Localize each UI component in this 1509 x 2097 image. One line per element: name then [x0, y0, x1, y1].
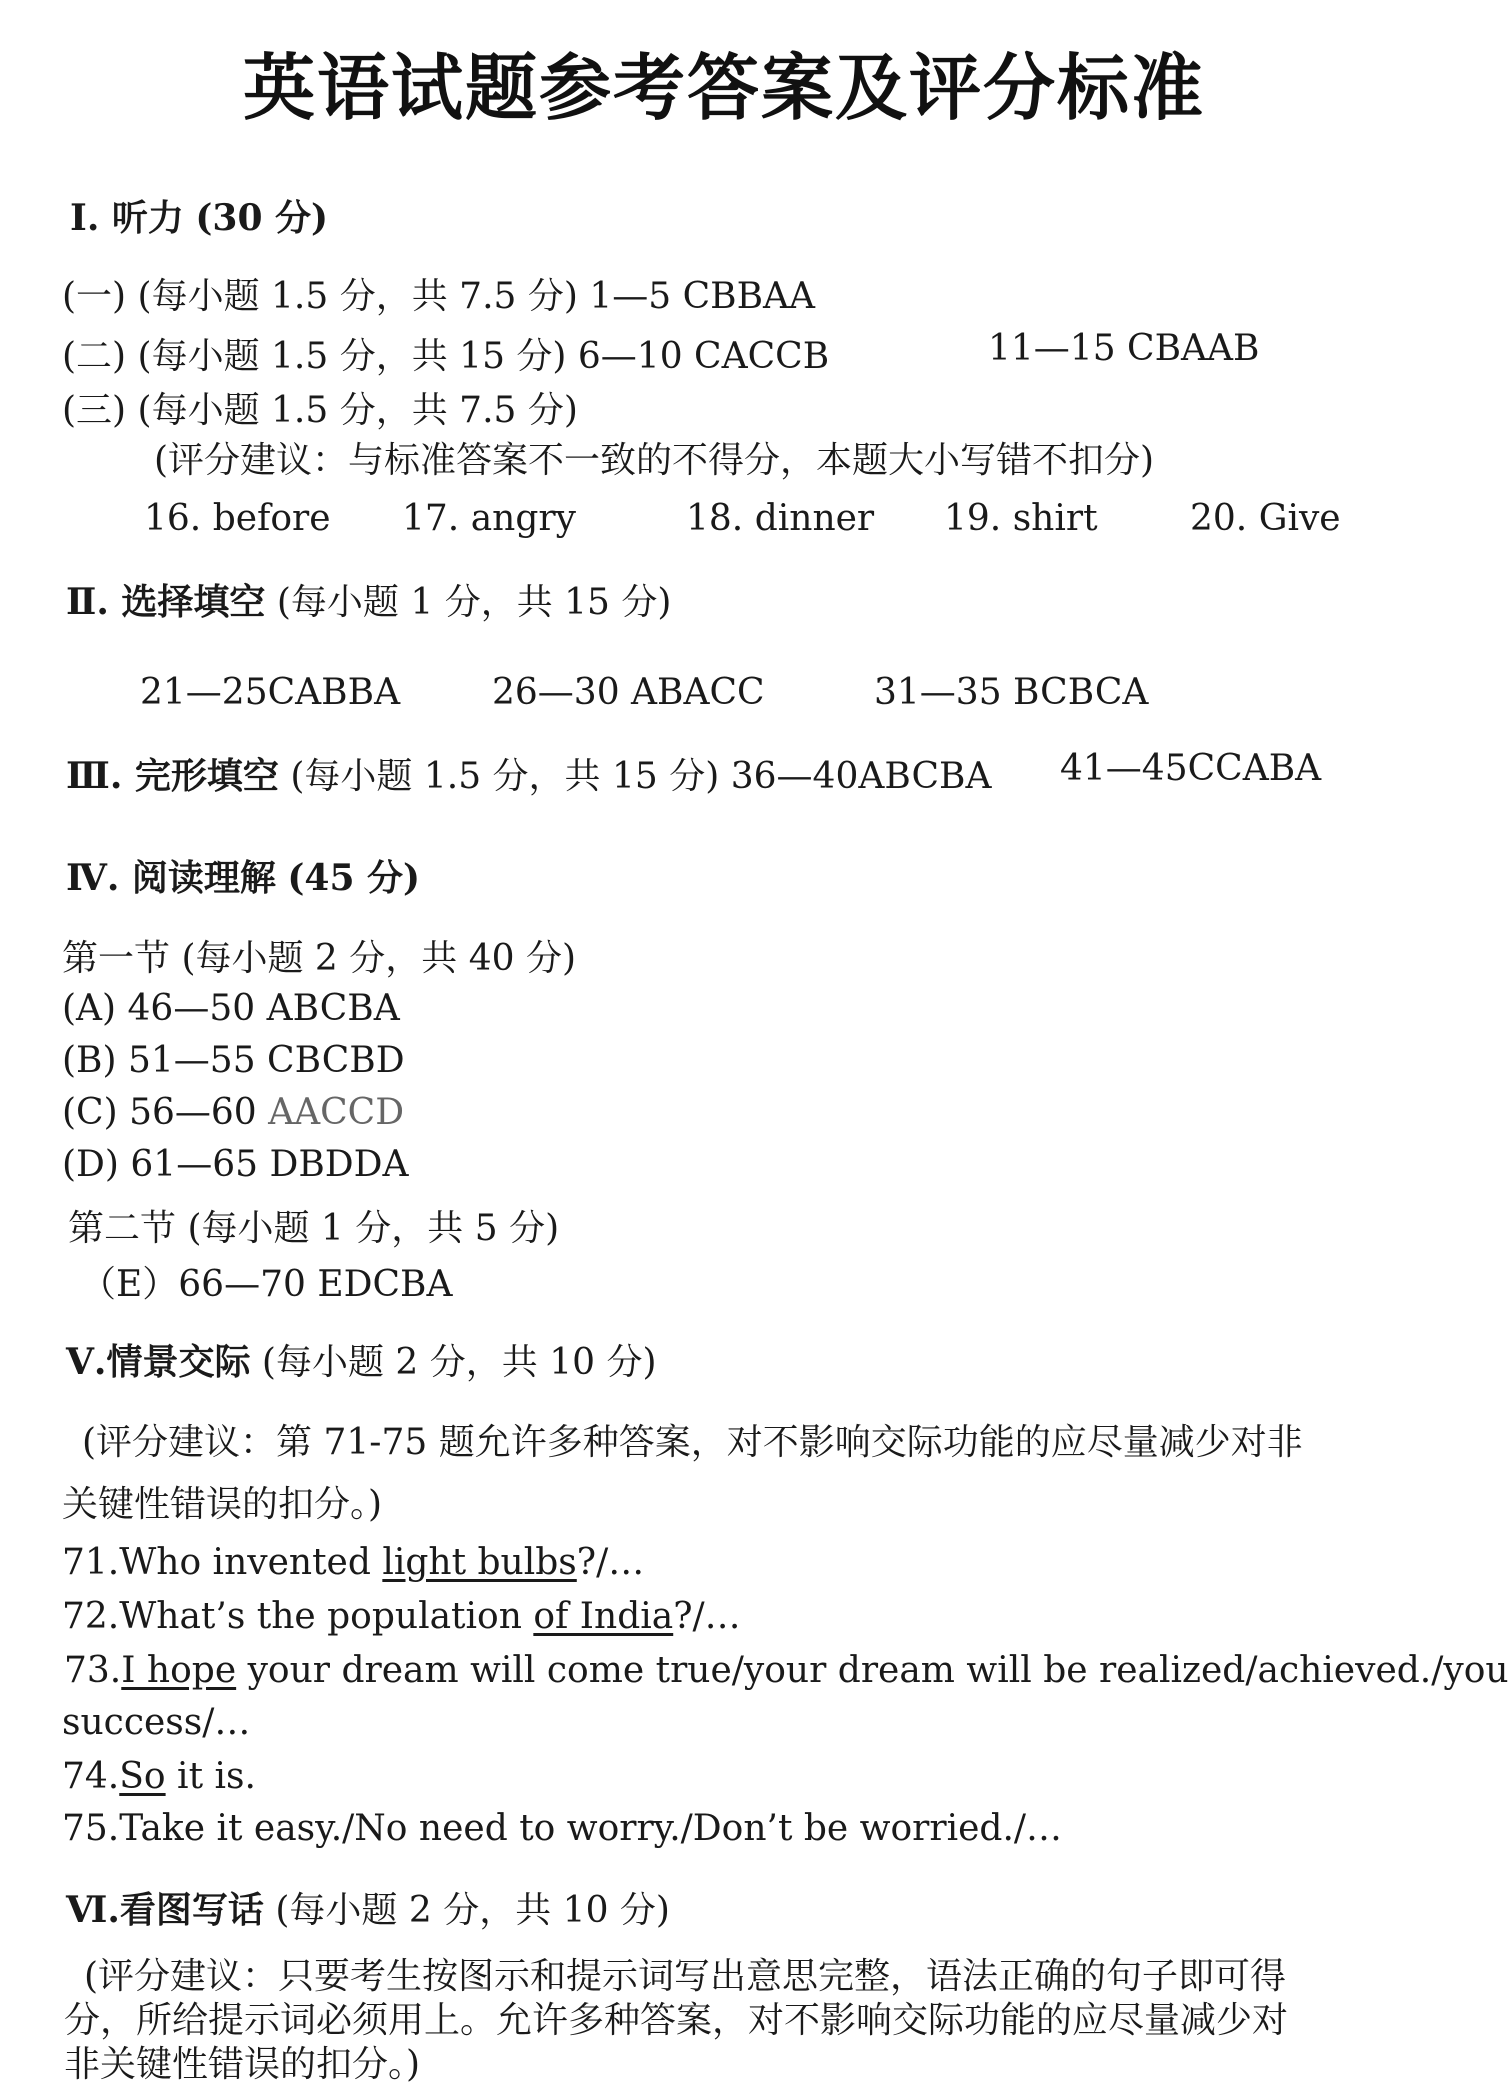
answer-73-word: dream: [341, 1650, 459, 1691]
section-6-title: Ⅵ.看图写话: [66, 1889, 264, 1931]
writing-note-line: 分，所给提示词必须用上。允许多种答案，对不影响交际功能的应尽量减少对: [64, 2000, 1289, 2041]
answer-71-tail: ?/…: [576, 1542, 645, 1583]
answer-73-word: realized/achieved./you: [1099, 1650, 1509, 1691]
reading-b: (B) 51—55 CBCBD: [62, 1040, 405, 1081]
answer-73-word: dream: [837, 1650, 955, 1691]
answer-17: 17. angry: [402, 498, 576, 539]
answer-16: 16. before: [144, 498, 331, 539]
section-4-heading: [66, 850, 420, 901]
answer-73-line-2: success/…: [62, 1702, 251, 1743]
section-3-title: Ⅲ. 完形填空: [66, 755, 279, 797]
section-4-points: (45 分): [287, 857, 421, 899]
reading-part-1: 第一节 (每小题 2 分，共 40 分): [62, 938, 577, 979]
answer-20: 20. Give: [1190, 498, 1341, 539]
answer-74-underlined: So: [119, 1756, 166, 1797]
cloze-extra: 41—45CCABA: [1060, 748, 1322, 789]
answer-73-number: 73.: [64, 1650, 122, 1691]
section-5-title: Ⅴ.情景交际: [66, 1341, 251, 1383]
answer-74: [62, 1756, 256, 1797]
reading-d: (D) 61—65 DBDDA: [62, 1144, 409, 1185]
section-4-title: Ⅳ. 阅读理解: [66, 857, 276, 899]
section-5-points: (每小题 2 分，共 10 分): [261, 1342, 657, 1383]
answer-72-tail: ?/…: [673, 1596, 741, 1637]
section-2-title: Ⅱ. 选择填空: [66, 581, 266, 623]
answer-72: [62, 1596, 741, 1637]
page-title: 英语试题参考答案及评分标准: [242, 45, 1205, 130]
writing-note-line: (评分建议：只要考生按图示和提示词写出意思完整，语法正确的句子即可得: [84, 1956, 1287, 1997]
listening-part-1: (一) (每小题 1.5 分，共 7.5 分) 1—5 CBBAA: [62, 276, 816, 317]
answer-73-line-1: [64, 1650, 1509, 1691]
answer-74-tail: it is.: [165, 1756, 256, 1797]
section-2-heading: [66, 574, 671, 625]
section-1-points: (30 分): [195, 197, 329, 239]
writing-note: [64, 1950, 1416, 2092]
section-6-points: (每小题 2 分，共 10 分): [275, 1890, 670, 1931]
listening-note: (评分建议：与标准答案不一致的不得分，本题大小写错不扣分): [154, 440, 1155, 481]
dialogue-note-line-2: 关键性错误的扣分。): [62, 1484, 383, 1525]
answer-72-underlined: of India: [533, 1596, 674, 1637]
dialogue-note-line-1: (评分建议：第 71-75 题允许多种答案，对不影响交际功能的应尽量减少对非: [82, 1422, 1303, 1463]
answer-71-underlined: light bulbs: [382, 1542, 577, 1583]
answer-73-underlined: I hope: [121, 1650, 237, 1691]
choice-group-3: 31—35 BCBCA: [874, 672, 1149, 713]
answer-75: 75.Take it easy./No need to worry./Don’t be worried./…: [62, 1808, 1063, 1849]
answer-73-word: come: [546, 1650, 645, 1691]
listening-part-3: (三) (每小题 1.5 分，共 7.5 分): [62, 390, 578, 431]
section-1-heading: [70, 190, 328, 241]
section-3-heading: [66, 748, 991, 799]
answer-71: [62, 1542, 644, 1583]
section-3-points: (每小题 1.5 分，共 15 分) 36—40ABCBA: [290, 756, 992, 797]
choice-group-2: 26—30 ABACC: [492, 672, 765, 713]
answer-73-word: true/your: [655, 1650, 827, 1691]
reading-c-answers: AACCD: [268, 1092, 405, 1133]
section-2-points: (每小题 1 分，共 15 分): [276, 582, 672, 623]
answer-71-text: 71.Who invented: [62, 1542, 383, 1583]
reading-e: （E）66—70 EDCBA: [80, 1264, 453, 1305]
reading-c-label: (C) 56—60: [62, 1092, 269, 1133]
section-6-heading: [66, 1882, 670, 1933]
answer-73-word: will: [966, 1650, 1032, 1691]
answer-19: 19. shirt: [944, 498, 1098, 539]
listening-part-2: (二) (每小题 1.5 分，共 15 分) 6—10 CACCB: [62, 336, 830, 377]
reading-c: [62, 1092, 404, 1133]
answer-18: 18. dinner: [686, 498, 875, 539]
answer-73-word: will: [470, 1650, 536, 1691]
answer-72-text: 72.What’s the population: [62, 1596, 534, 1637]
reading-part-2: 第二节 (每小题 1 分，共 5 分): [68, 1208, 560, 1249]
choice-group-1: 21—25CABBA: [140, 672, 401, 713]
writing-note-line: 非关键性错误的扣分。): [64, 2044, 421, 2085]
answer-73-word: your: [247, 1650, 330, 1691]
answer-74-number: 74.: [62, 1756, 120, 1797]
reading-a: (A) 46—50 ABCBA: [62, 988, 400, 1029]
section-1-title: Ⅰ. 听力: [70, 197, 184, 239]
answer-73-word: be: [1043, 1650, 1088, 1691]
listening-part-2-extra: 11—15 CBAAB: [988, 328, 1260, 369]
section-5-heading: [66, 1334, 657, 1385]
